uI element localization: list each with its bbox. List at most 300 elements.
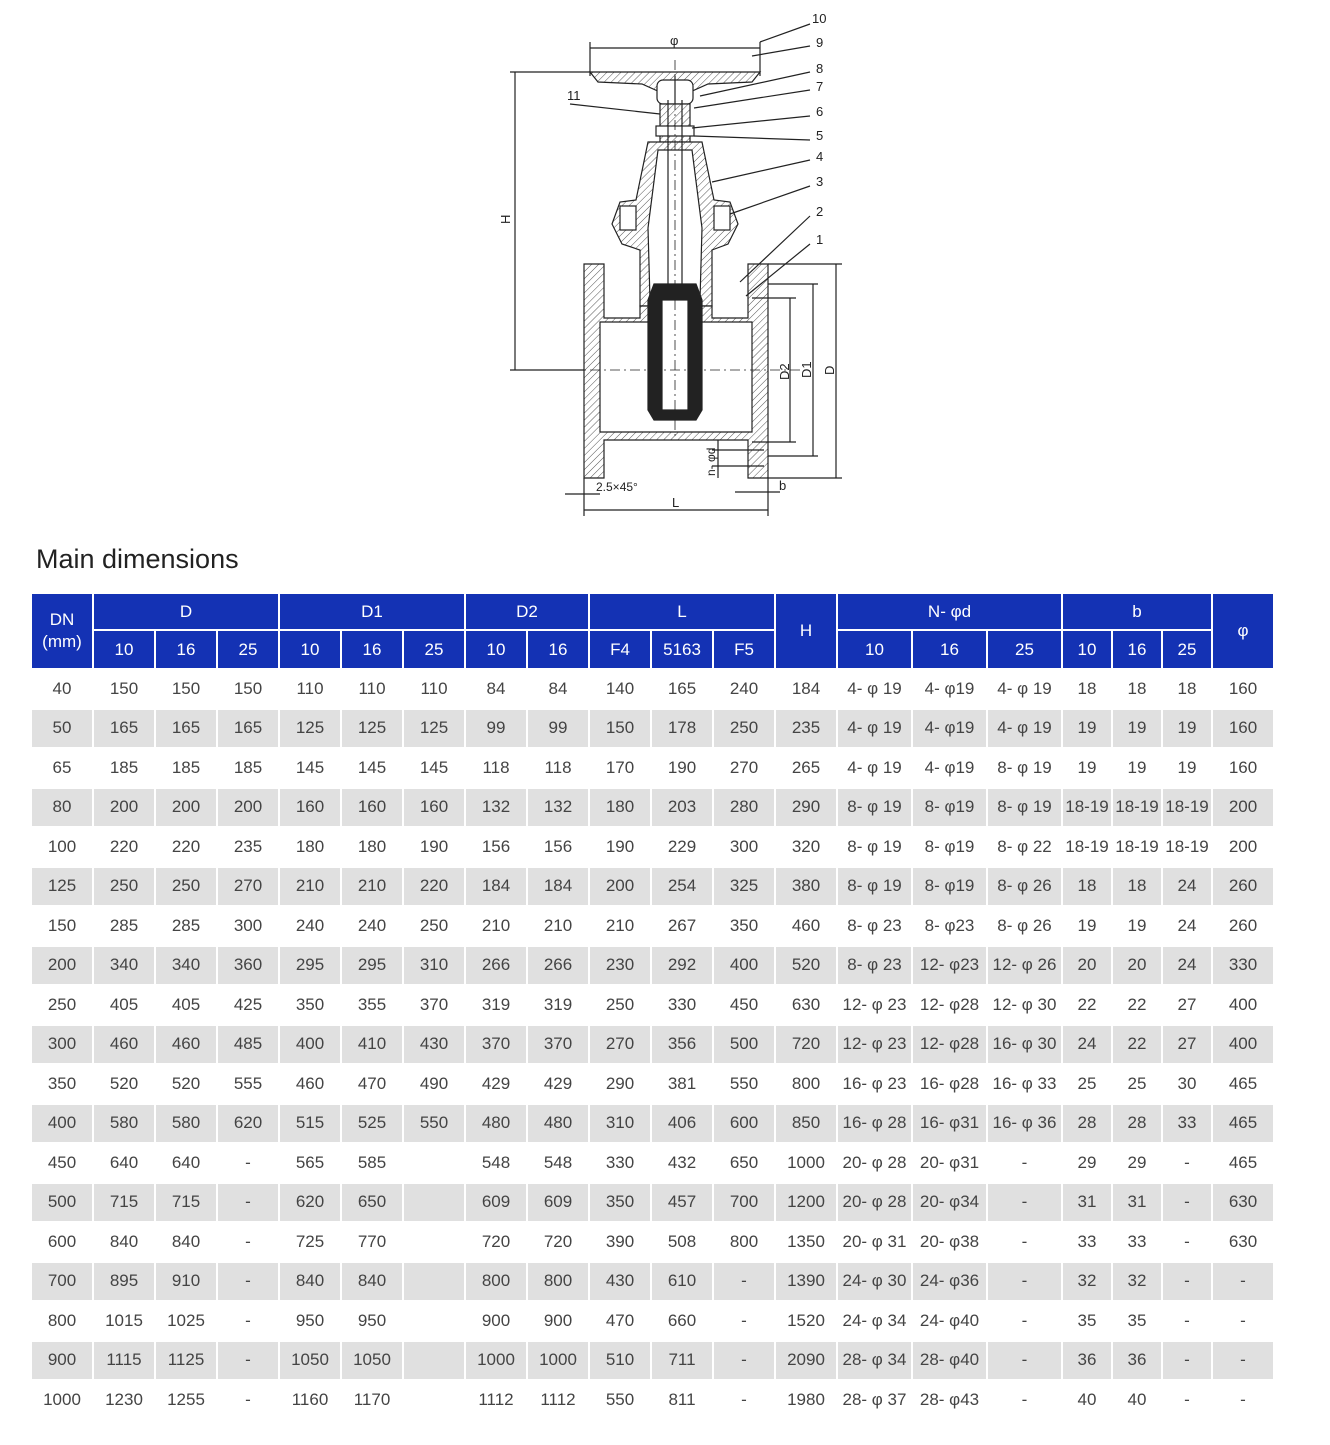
table-row (32, 1026, 1273, 1064)
table-cell: 110 (296, 678, 324, 698)
table-cell: 1230 (105, 1389, 143, 1409)
table-cell: 460 (156, 1026, 216, 1064)
table-cell: 1255 (167, 1389, 205, 1409)
table-cell: 12- φ 26 (988, 947, 1061, 985)
table-row (32, 828, 1273, 866)
table-cell: 585 (357, 1152, 387, 1172)
table-cell: - (1021, 1231, 1028, 1251)
table-cell: 24 (1063, 1026, 1111, 1064)
table-cell: 630 (1213, 1184, 1273, 1222)
table-cell: 350 (590, 1184, 650, 1222)
table-cell: 457 (652, 1184, 712, 1222)
table-cell: 370 (466, 1026, 526, 1064)
table-cell: 200 (94, 789, 154, 827)
table-cell: 165 (218, 710, 278, 748)
table-cell: 360 (218, 947, 278, 985)
table-cell: 465 (1213, 1105, 1273, 1143)
table-row (32, 947, 1273, 985)
table-cell: 700 (714, 1184, 774, 1222)
table-cell: 267 (667, 915, 697, 935)
table-cell: 265 (791, 757, 821, 777)
header-b-10: 10 (1063, 631, 1111, 668)
table-cell: 24- φ36 (913, 1263, 986, 1301)
table-cell: 480 (528, 1105, 588, 1143)
table-cell: 27 (1163, 1026, 1211, 1064)
table-cell: 12- φ28 (919, 994, 980, 1014)
callout-6: 6 (816, 104, 824, 119)
table-cell: 310 (590, 1105, 650, 1143)
header-b-25: 25 (1163, 631, 1211, 668)
callout-11: 11 (567, 88, 581, 103)
callout-5: 5 (816, 128, 824, 143)
table-cell: 31 (1063, 1184, 1111, 1222)
table-cell: 8- φ19 (913, 868, 986, 906)
table-cell: 19 (1077, 757, 1097, 777)
table-cell: 400 (714, 947, 774, 985)
table-cell: 8- φ 19 (997, 757, 1052, 777)
header-L-F4: F4 (590, 631, 650, 668)
table-cell: 210 (543, 915, 573, 935)
table-cell: 429 (543, 1073, 573, 1093)
table-cell: 40 (1127, 1389, 1147, 1409)
table-cell: 1170 (353, 1389, 391, 1409)
table-row (32, 749, 1273, 787)
table-cell: - (741, 1389, 747, 1409)
dim-D1-label: D1 (799, 361, 814, 378)
table-cell: - (988, 1263, 1061, 1301)
table-cell: - (245, 1231, 251, 1251)
table-cell: - (1021, 1389, 1028, 1409)
table-cell: 370 (419, 994, 449, 1014)
table-cell: 950 (295, 1310, 325, 1330)
table-cell: 370 (528, 1026, 588, 1064)
table-cell: 240 (295, 915, 325, 935)
table-cell: 132 (466, 789, 526, 827)
table-cell: 580 (156, 1105, 216, 1143)
table-cell: 715 (94, 1184, 154, 1222)
table-cell: 12- φ23 (913, 947, 986, 985)
table-cell: - (1213, 1342, 1273, 1380)
table-cell: 160 (1213, 710, 1273, 748)
header-Nd: N- φd (838, 594, 1061, 629)
table-cell: 640 (109, 1152, 139, 1172)
table-cell: 24 (1177, 915, 1197, 935)
table-cell: 12- φ 23 (838, 1026, 911, 1064)
table-cell: 40 (1077, 1389, 1097, 1409)
table-cell: 260 (1213, 868, 1273, 906)
table-cell: 31 (1113, 1184, 1161, 1222)
header-b-16: 16 (1113, 631, 1161, 668)
table-cell: 229 (667, 836, 697, 856)
table-cell: 160 (1228, 757, 1258, 777)
table-cell (404, 1144, 464, 1182)
table-cell: 180 (590, 789, 650, 827)
table-cell: 525 (342, 1105, 402, 1143)
table-cell: 184 (791, 678, 821, 698)
dim-chamfer-label: 2.5×45° (596, 480, 638, 494)
table-cell: 125 (280, 710, 340, 748)
dim-nd-label: n- φd (704, 447, 718, 476)
table-cell: 260 (1228, 915, 1258, 935)
table-cell: 340 (94, 947, 154, 985)
table-cell: - (1184, 1389, 1190, 1409)
dim-b-label: b (779, 478, 787, 493)
table-cell: - (1240, 1389, 1246, 1409)
dim-D2-label: D2 (777, 363, 792, 380)
table-cell: 24- φ 34 (842, 1310, 907, 1330)
table-cell: 270 (590, 1026, 650, 1064)
table-cell: 400 (1228, 994, 1258, 1014)
table-cell: 400 (1213, 1026, 1273, 1064)
table-cell: 266 (528, 947, 588, 985)
table-cell: 548 (543, 1152, 573, 1172)
table-cell: 465 (1228, 1152, 1258, 1172)
table-cell: 160 (1228, 678, 1258, 698)
table-cell: 405 (171, 994, 201, 1014)
table-cell: 4- φ 19 (988, 710, 1061, 748)
table-cell: 132 (528, 789, 588, 827)
table-cell: 27 (1177, 994, 1197, 1014)
table-row (32, 670, 1273, 708)
table-cell: 4- φ 19 (847, 757, 902, 777)
table-cell: - (988, 1184, 1061, 1222)
header-b: b (1063, 594, 1211, 629)
table-cell: 20- φ31 (919, 1152, 980, 1172)
table-cell: 500 (32, 1184, 92, 1222)
table-cell: 8- φ 19 (838, 789, 911, 827)
table-cell: 118 (482, 757, 510, 777)
table-cell: 84 (548, 678, 568, 698)
table-cell: - (1184, 1231, 1190, 1251)
table-cell: - (218, 1184, 278, 1222)
table-cell: 650 (342, 1184, 402, 1222)
table-cell: 840 (342, 1263, 402, 1301)
table-cell: 8- φ 22 (997, 836, 1052, 856)
table-cell: 165 (94, 710, 154, 748)
table-cell: 450 (47, 1152, 77, 1172)
table-cell: 99 (528, 710, 588, 748)
table-cell: 24 (1163, 868, 1211, 906)
table-cell: 18-19 (1065, 836, 1109, 856)
table-cell: 725 (295, 1231, 325, 1251)
table-cell (404, 1302, 464, 1340)
table-cell: 520 (109, 1073, 139, 1093)
table-cell: 110 (420, 678, 448, 698)
table-cell: 80 (32, 789, 92, 827)
table-cell: 550 (729, 1073, 759, 1093)
table-cell: 8- φ 26 (988, 868, 1061, 906)
table-cell: 190 (419, 836, 449, 856)
table-cell: 170 (605, 757, 635, 777)
table-cell (404, 1381, 464, 1419)
table-row (32, 789, 1273, 827)
table-cell (404, 1342, 464, 1380)
table-cell: 8- φ 26 (997, 915, 1052, 935)
table-cell: 12- φ 23 (842, 994, 907, 1014)
callout-10: 10 (812, 11, 827, 26)
table-cell: 950 (357, 1310, 387, 1330)
dim-H-label: H (498, 214, 513, 224)
header-dn-unit: (mm) (42, 632, 82, 651)
table-cell: 65 (52, 757, 72, 777)
table-cell: 18 (1177, 678, 1197, 698)
table-cell: 1160 (291, 1389, 329, 1409)
table-cell: - (1213, 1263, 1273, 1301)
table-cell: 18-19 (1163, 789, 1211, 827)
table-cell: 910 (156, 1263, 216, 1301)
table-cell: 125 (32, 868, 92, 906)
table-cell: 1025 (167, 1310, 205, 1330)
table-cell: 220 (171, 836, 201, 856)
table-cell: 720 (543, 1231, 573, 1251)
table-cell: 25 (1127, 1073, 1147, 1093)
callout-2: 2 (816, 204, 824, 219)
table-cell: 580 (94, 1105, 154, 1143)
table-cell: 425 (233, 994, 263, 1014)
table-cell: 1050 (280, 1342, 340, 1380)
table-cell: 800 (466, 1263, 526, 1301)
table-cell: 470 (605, 1310, 635, 1330)
table-cell: 292 (652, 947, 712, 985)
table-cell: 19 (1063, 710, 1111, 748)
table-cell: 4- φ19 (924, 757, 975, 777)
table-cell: 300 (32, 1026, 92, 1064)
table-cell: 319 (481, 994, 511, 1014)
table-cell: 36 (1113, 1342, 1161, 1380)
table-cell: 811 (668, 1389, 696, 1409)
table-cell: 200 (1228, 836, 1258, 856)
table-cell: - (1240, 1310, 1246, 1330)
table-cell: 203 (652, 789, 712, 827)
header-D1-25: 25 (404, 631, 464, 668)
table-cell: 150 (590, 710, 650, 748)
table-cell: 510 (590, 1342, 650, 1380)
table-cell: 250 (156, 868, 216, 906)
table-cell: 432 (667, 1152, 697, 1172)
header-H: H (776, 594, 836, 668)
table-cell: 380 (776, 868, 836, 906)
table-cell: 485 (218, 1026, 278, 1064)
table-cell: 850 (776, 1105, 836, 1143)
callout-9: 9 (816, 35, 824, 50)
table-cell: 20- φ38 (919, 1231, 980, 1251)
table-cell: 200 (1213, 789, 1273, 827)
table-cell: 165 (156, 710, 216, 748)
table-cell: 609 (528, 1184, 588, 1222)
table-cell: 184 (528, 868, 588, 906)
table-row (32, 1223, 1273, 1261)
table-cell: 190 (667, 757, 697, 777)
table-cell: 300 (729, 836, 759, 856)
table-cell: 1520 (787, 1310, 825, 1330)
table-cell: 609 (466, 1184, 526, 1222)
table-row (32, 1263, 1273, 1301)
table-cell: 210 (605, 915, 635, 935)
table-cell: 84 (486, 678, 506, 698)
table-cell: - (218, 1342, 278, 1380)
table-cell: 150 (171, 678, 201, 698)
table-cell: 28- φ40 (913, 1342, 986, 1380)
table-cell: 16- φ28 (919, 1073, 980, 1093)
table-cell: 295 (342, 947, 402, 985)
table-cell: 178 (652, 710, 712, 748)
table-cell: 16- φ 28 (838, 1105, 911, 1143)
table-cell: 400 (32, 1105, 92, 1143)
table-cell: 145 (295, 757, 325, 777)
table-cell: 250 (605, 994, 635, 1014)
table-cell: 490 (419, 1073, 449, 1093)
table-cell: 8- φ 23 (838, 947, 911, 985)
table-cell: 19 (1177, 757, 1197, 777)
table-cell: - (1163, 1184, 1211, 1222)
table-cell: 12- φ 30 (992, 994, 1057, 1014)
table-cell: 18 (1113, 868, 1161, 906)
table-cell: 8- φ 23 (847, 915, 902, 935)
table-row (32, 1065, 1273, 1103)
table-cell: 8- φ 19 (988, 789, 1061, 827)
table-cell: 18 (1063, 868, 1111, 906)
table-cell: 630 (1228, 1231, 1258, 1251)
table-cell: 33 (1077, 1231, 1097, 1251)
table-row (32, 1184, 1273, 1222)
callout-3: 3 (816, 174, 824, 189)
table-cell: 429 (481, 1073, 511, 1093)
table-cell: 620 (218, 1105, 278, 1143)
table-cell: 1112 (540, 1389, 576, 1409)
table-cell: 29 (1077, 1152, 1097, 1172)
table-cell: 250 (94, 868, 154, 906)
table-cell: 700 (32, 1263, 92, 1301)
table-cell: 20- φ 31 (842, 1231, 907, 1251)
table-cell: 240 (357, 915, 387, 935)
table-cell: 500 (714, 1026, 774, 1064)
table-cell: 240 (729, 678, 759, 698)
dim-D-label: D (822, 365, 837, 375)
table-cell: 715 (156, 1184, 216, 1222)
table-cell: 8- φ 19 (838, 868, 911, 906)
table-cell: 900 (543, 1310, 573, 1330)
section-heading: Main dimensions (36, 544, 239, 574)
table-cell: 140 (605, 678, 635, 698)
table-cell: 1015 (105, 1310, 143, 1330)
table-cell: - (245, 1389, 251, 1409)
table-cell: 470 (357, 1073, 387, 1093)
table-cell: 110 (358, 678, 386, 698)
table-cell: 430 (404, 1026, 464, 1064)
table-cell: 24- φ40 (919, 1310, 980, 1330)
header-dn (32, 594, 92, 668)
callout-7: 7 (816, 79, 824, 94)
header-D1-10: 10 (280, 631, 340, 668)
table-cell: 1200 (776, 1184, 836, 1222)
table-cell: - (714, 1263, 774, 1301)
table-cell (404, 1223, 464, 1261)
table-cell: 185 (233, 757, 263, 777)
table-cell: 1112 (478, 1389, 514, 1409)
table-cell: 20- φ 28 (842, 1152, 907, 1172)
table-cell: 406 (652, 1105, 712, 1143)
table-cell: 24- φ 30 (838, 1263, 911, 1301)
table-cell: 8- φ 19 (847, 836, 902, 856)
table-cell: 285 (171, 915, 201, 935)
table-cell: 210 (481, 915, 511, 935)
table-body (32, 670, 1273, 1419)
table-cell: 405 (109, 994, 139, 1014)
table-cell: 330 (1213, 947, 1273, 985)
dim-L-label: L (672, 495, 680, 510)
table-cell: 2090 (776, 1342, 836, 1380)
table-cell: 185 (109, 757, 139, 777)
table-row (32, 986, 1273, 1024)
table-cell: 460 (295, 1073, 325, 1093)
table-cell: 1115 (94, 1342, 154, 1380)
table-cell: 600 (714, 1105, 774, 1143)
table-cell: 200 (32, 947, 92, 985)
table-cell: 36 (1063, 1342, 1111, 1380)
table-cell: 390 (605, 1231, 635, 1251)
table-cell: 20 (1063, 947, 1111, 985)
table-cell: 630 (791, 994, 821, 1014)
table-cell: 20- φ34 (913, 1184, 986, 1222)
dim-phi-label: φ (670, 33, 679, 48)
table-cell: 19 (1127, 757, 1147, 777)
header-L-5163: 5163 (652, 631, 712, 668)
table-cell: 640 (171, 1152, 201, 1172)
table-cell: 270 (218, 868, 278, 906)
table-cell: 800 (791, 1073, 821, 1093)
table-cell: 1980 (787, 1389, 825, 1409)
table-cell: 1350 (787, 1231, 825, 1251)
table-cell: 711 (652, 1342, 712, 1380)
table-cell: 220 (109, 836, 139, 856)
table-cell: 28- φ 37 (842, 1389, 907, 1409)
header-D1-16: 16 (342, 631, 402, 668)
table-cell: 50 (32, 710, 92, 748)
table-cell: 35 (1127, 1310, 1147, 1330)
table-cell: 160 (404, 789, 464, 827)
header-Nd-16: 16 (913, 631, 986, 668)
table-cell: 460 (791, 915, 821, 935)
table-cell: 1125 (156, 1342, 216, 1380)
table-cell: 290 (776, 789, 836, 827)
table-cell: 145 (419, 757, 449, 777)
table-cell: 184 (466, 868, 526, 906)
table-cell: 4- φ19 (924, 678, 975, 698)
table-cell: 550 (605, 1389, 635, 1409)
table-cell: 550 (404, 1105, 464, 1143)
table-row (32, 907, 1273, 945)
table-cell: 165 (667, 678, 697, 698)
table-cell: 180 (357, 836, 387, 856)
table-cell: 770 (357, 1231, 387, 1251)
table-row (32, 868, 1273, 906)
table-cell: 210 (342, 868, 402, 906)
table-cell: 270 (729, 757, 759, 777)
table-cell: 300 (233, 915, 263, 935)
callout-1: 1 (816, 232, 824, 247)
table-cell: 20 (1113, 947, 1161, 985)
table-row (32, 1342, 1273, 1380)
header-D-16: 16 (156, 631, 216, 668)
table-cell: 18-19 (1063, 789, 1111, 827)
table-cell: 230 (590, 947, 650, 985)
table-cell: - (1021, 1152, 1028, 1172)
table-cell: 381 (667, 1073, 697, 1093)
table-cell: 118 (544, 757, 572, 777)
table-cell: 350 (729, 915, 759, 935)
table-cell: 465 (1228, 1073, 1258, 1093)
table-cell: 145 (357, 757, 387, 777)
